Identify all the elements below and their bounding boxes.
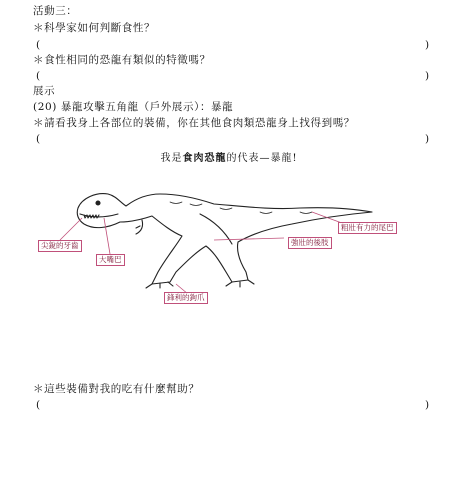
activity-heading: 活動三： [33,5,78,17]
caption-suffix: 的代表—暴龍! [226,153,298,164]
exhibit-item: (20) 暴龍攻擊五角龍（戶外展示）：暴龍 [33,101,234,113]
trex-texture [170,202,312,214]
answer-bracket-close: ) [425,133,430,145]
trex-teeth [84,215,99,218]
answer-bracket-close: ) [425,39,430,51]
exhibit-heading: 展示 [33,85,56,97]
leader-legs [214,238,284,240]
answer-bracket-open: ( [36,39,41,51]
label-strong-hindlegs: 強壯的後肢 [288,237,332,249]
trex-toes-front [146,282,173,288]
answer-bracket-close: ) [425,70,430,82]
leader-jaw [104,218,110,254]
leader-teeth [60,218,82,240]
caption-prefix: 我是 [160,153,183,164]
question-similar-features: ＊食性相同的恐龍有類似的特徵嗎？ [33,54,211,66]
answer-bracket-close: ) [425,399,430,411]
question-diet-judgement: ＊科學家如何判斷食性？ [33,22,156,34]
caption-bold: 食肉恐龍 [182,153,227,164]
label-big-mouth: 大嘴巴 [96,254,125,266]
question-equipment-help: ＊這些裝備對我的吃有什麼幫助？ [33,383,200,395]
trex-arm [136,220,143,234]
label-sharp-claws: 鋒利的鉤爪 [164,292,208,304]
answer-bracket-open: ( [36,399,41,411]
answer-bracket-open: ( [36,133,41,145]
label-sharp-teeth: 尖銳的牙齒 [38,240,82,252]
trex-eye [96,201,100,205]
answer-bracket-open: ( [36,70,41,82]
label-strong-tail: 粗壯有力的尾巴 [338,222,397,234]
question-equipment: ＊請看我身上各部位的裝備，你在其他食肉類恐龍身上找得到嗎？ [33,117,355,129]
